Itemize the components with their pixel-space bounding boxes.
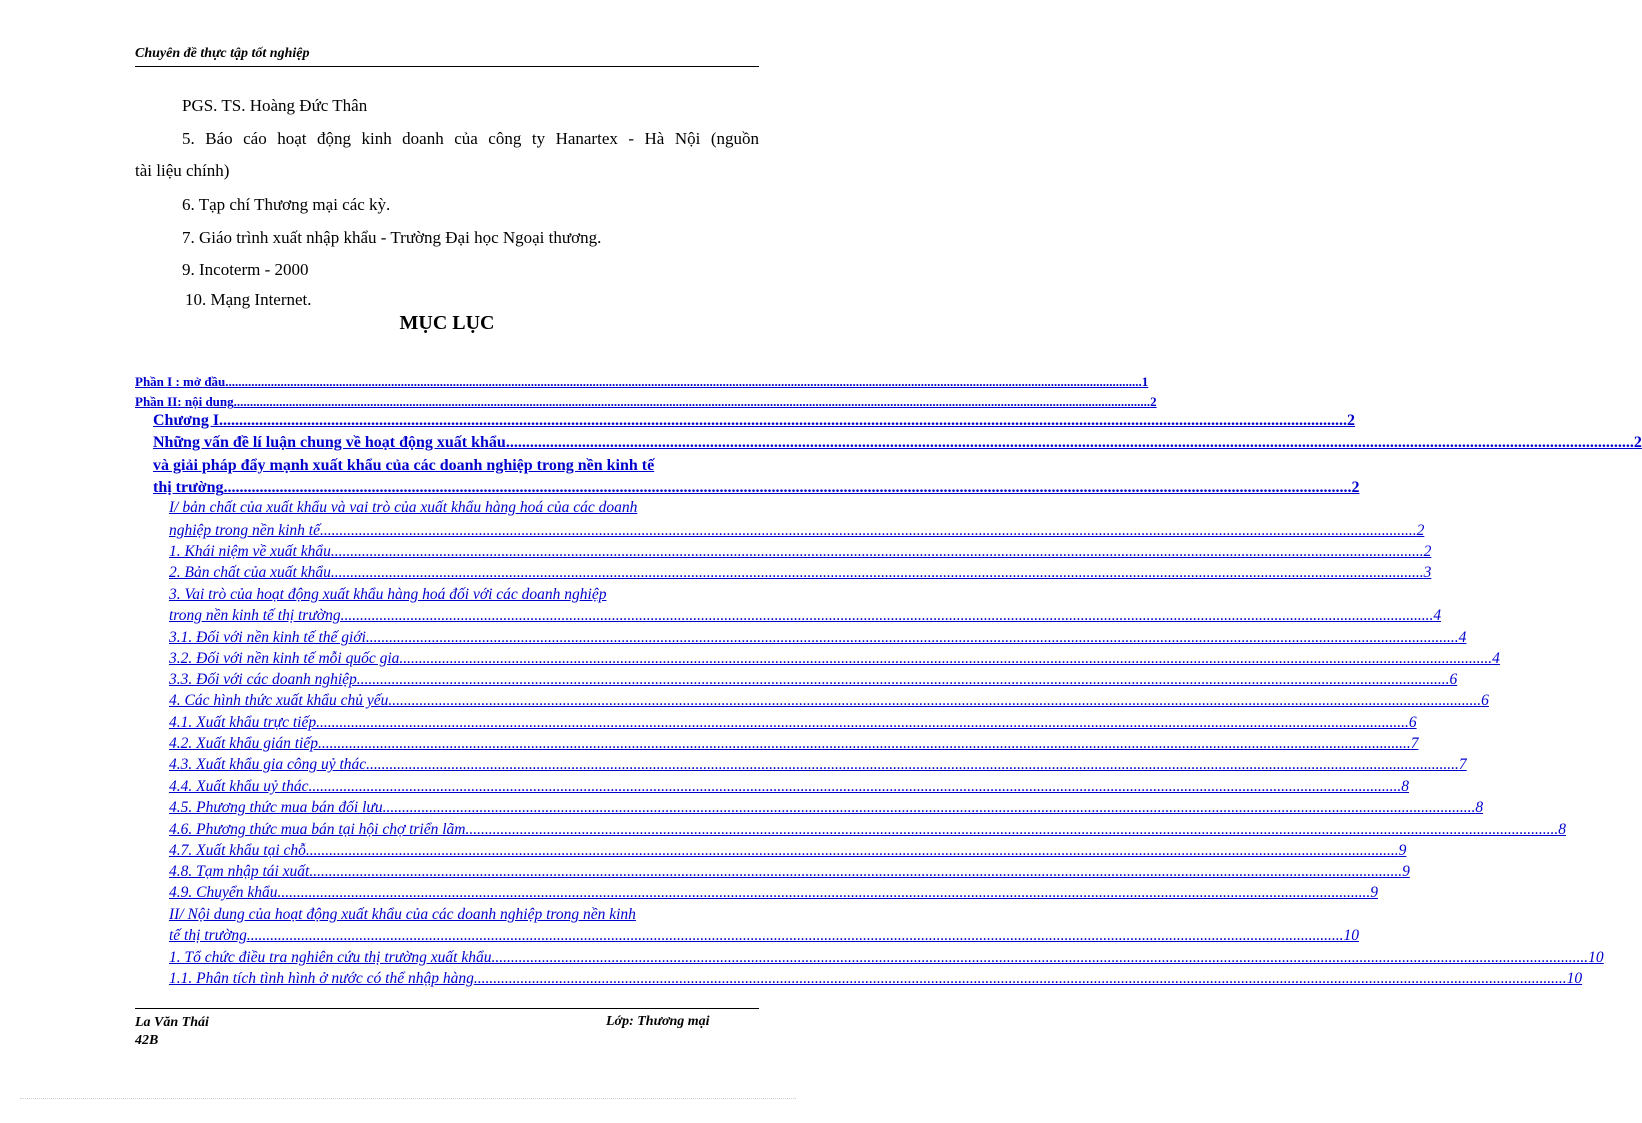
toc-leader-dots: .......................................................................................................................................................................................................................................................................................... [382,799,1476,816]
toc-title: MỤC LỤC [399,312,495,334]
toc-page-number: 9 [1370,884,1378,901]
toc-entry[interactable] [169,650,1500,668]
reference-item-5-line1: 5. Báo cáo hoạt động kinh doanh của công ty Hanartex - Hà Nội (nguồn [182,129,759,148]
toc-leader-dots: .......................................................................................................................................................................................................................................................................................... [365,629,1459,646]
toc-entry-text: 3.3. Đối với các doanh nghiệp [169,671,357,688]
toc-entry[interactable] [169,949,1604,967]
toc-entry-text: 4. Các hình thức xuất khẩu chủ yếu [169,692,389,709]
toc-leader-dots: .......................................................................................................................................................................................................................................................................................... [225,374,1142,389]
toc-entry[interactable] [153,479,1360,497]
toc-entry-text: và giải pháp đẩy mạnh xuất khẩu của các doanh nghiệp trong nền kinh tế [153,457,655,474]
toc-entry[interactable] [169,714,1417,732]
toc-entry[interactable] [169,499,759,517]
toc-leader-dots: .......................................................................................................................................................................................................................................................................................... [316,714,1409,731]
reference-item-6: 6. Tạp chí Thương mại các kỳ. [182,195,391,214]
toc-entry[interactable] [169,778,1409,796]
toc-entry-text: trong nền kinh tế thị trường [169,607,341,624]
toc-entry-text: 3.1. Đối với nền kinh tế thế giới [169,629,366,646]
toc-page-number: 2 [1150,394,1157,409]
toc-leader-dots: .......................................................................................................................................................................................................................................................................................... [473,970,1567,987]
toc-entry-text: 4.7. Xuất khẩu tại chỗ [169,842,306,859]
toc-page-number: 3 [1423,564,1432,581]
toc-entry[interactable] [169,756,1467,774]
toc-entry[interactable] [169,842,1407,860]
toc-entry-text: 4.4. Xuất khẩu uỷ thác [169,778,309,795]
toc-entry-text: 2. Bản chất của xuất khẩu [169,564,331,581]
toc-entry-text: nghiệp trong nền kinh tế. [169,522,324,539]
toc-entry[interactable] [169,970,1583,988]
toc-entry[interactable] [169,522,1425,540]
toc-leader-dots: .......................................................................................................................................................................................................................................................................................... [277,884,1371,901]
toc-entry-text: 4.8. Tạm nhập tái xuất [169,863,310,880]
header-rule [135,66,759,67]
toc-page-number: 8 [1558,821,1566,838]
toc-entry[interactable] [169,543,1432,561]
toc-page-number: 1 [1141,374,1149,389]
toc-leader-dots: .......................................................................................................................................................................................................................................................................................... [330,543,1424,560]
toc-page-number: 10 [1588,949,1604,966]
toc-entry[interactable] [153,434,1642,452]
toc-entry-text: 3.2. Đối với nền kinh tế mỗi quốc gia [169,650,400,667]
toc-entry-text: 3. Vai trò của hoạt động xuất khẩu hàng hoá đối với các doanh nghiệp [169,586,607,603]
toc-entry[interactable] [169,629,1467,647]
toc-page-number: 9 [1398,842,1407,859]
toc-leader-dots: .......................................................................................................................................................................................................................................................................................... [219,412,1348,429]
toc-leader-dots: .......................................................................................................................................................................................................................................................................................... [330,564,1424,581]
toc-entry[interactable] [169,586,759,604]
toc-page-number: 8 [1401,778,1409,795]
toc-entry[interactable] [169,863,1410,881]
toc-page-number: 7 [1458,756,1467,773]
toc-entry-text: 4.3. Xuất khẩu gia công uỷ thác [169,756,367,773]
toc-page-number: 2 [1633,434,1642,451]
toc-entry-text: 1.1. Phân tích tình hình ở nước có thể nhập hàng [169,970,474,987]
toc-entry[interactable] [169,564,1432,582]
toc-page-number: 6 [1449,671,1458,688]
toc-leader-dots: .......................................................................................................................................................................................................................................................................................... [233,394,1151,409]
toc-page-number: 2 [1347,412,1356,429]
reference-item-5-line2: tài liệu chính) [135,161,230,180]
toc-entry-text: Những vấn đề lí luận chung về hoạt động xuất khẩu [153,434,506,451]
toc-entry[interactable] [169,906,759,924]
toc-page-number: 6 [1481,692,1489,709]
toc-leader-dots: .......................................................................................................................................................................................................................................................................................... [505,434,1634,451]
toc-entry-text: 1. Tổ chức điều tra nghiên cứu thị trường xuất khẩu. [169,949,496,966]
toc-page-number: 9 [1402,863,1410,880]
toc-entry-text: 4.1. Xuất khẩu trực tiếp [169,714,317,731]
toc-entry[interactable] [169,799,1484,817]
toc-entry[interactable] [135,374,1149,390]
toc-entry-text: 1. Khái niệm về xuất khẩu [169,543,331,560]
toc-leader-dots: .......................................................................................................................................................................................................................................................................................... [495,949,1589,966]
toc-entry[interactable] [169,927,1359,945]
toc-leader-dots: .......................................................................................................................................................................................................................................................................................... [309,863,1403,880]
toc-entry-text: Phần I : mở đầu [135,374,226,389]
toc-page-number: 2 [1351,479,1360,496]
toc-entry-text: Chương I [153,412,220,429]
reference-author-line: PGS. TS. Hoàng Đức Thân [182,96,368,115]
footer-class-label: Lớp: Thương mại [606,1014,710,1029]
toc-leader-dots: .......................................................................................................................................................................................................................................................................................... [223,479,1352,496]
toc-page-number: 8 [1475,799,1484,816]
toc-entry[interactable] [153,412,1356,430]
toc-leader-dots: .......................................................................................................................................................................................................................................................................................... [356,671,1450,688]
toc-leader-dots: .......................................................................................................................................................................................................................................................................................... [388,692,1482,709]
toc-entry[interactable] [169,671,1458,689]
toc-leader-dots: .......................................................................................................................................................................................................................................................................................... [340,607,1434,624]
reference-item-10: 10. Mạng Internet. [185,290,312,309]
toc-leader-dots: .......................................................................................................................................................................................................................................................................................... [250,927,1344,944]
toc-page-number: 4 [1458,629,1467,646]
toc-leader-dots: .......................................................................................................................................................................................................................................................................................... [399,650,1493,667]
toc-page-number: 4 [1433,607,1442,624]
toc-page-number: 2 [1423,543,1432,560]
reference-item-7: 7. Giáo trình xuất nhập khẩu - Trường Đại học Ngoại thương. [182,228,602,247]
toc-page-number: 4 [1492,650,1500,667]
toc-entry[interactable] [135,394,1157,410]
toc-entry[interactable] [169,692,1489,710]
toc-entry[interactable] [153,457,759,475]
reference-item-9: 9. Incoterm - 2000 [182,260,309,279]
footer-author: La Văn Thái [135,1015,209,1030]
toc-leader-dots: .......................................................................................................................................................................................................................................................................................... [305,842,1399,859]
toc-entry[interactable] [169,607,1442,625]
page-header-title: Chuyên đề thực tập tốt nghiệp [135,46,310,61]
page-boundary [20,1098,796,1099]
toc-entry-text: 4.2. Xuất khẩu gián tiếp [169,735,318,752]
toc-entry-text: I/ bản chất của xuất khẩu và vai trò của xuất khẩu hàng hoá của các doanh [169,499,638,516]
toc-leader-dots: .......................................................................................................................................................................................................................................................................................... [465,821,1559,838]
toc-entry[interactable] [169,735,1419,753]
toc-page-number: 7 [1410,735,1419,752]
toc-leader-dots: .......................................................................................................................................................................................................................................................................................... [317,735,1411,752]
toc-entry-text: thị trường [153,479,224,496]
toc-entry[interactable] [169,884,1378,902]
toc-entry-text: 4.9. Chuyển khẩu [169,884,278,901]
toc-entry-text: Phần II: nội dung [135,394,234,409]
toc-entry-text: tế thị trường. [169,927,251,944]
toc-entry[interactable] [169,821,1566,839]
toc-page-number: 6 [1408,714,1417,731]
footer-author-block [135,1014,209,1050]
toc-entry-text: 4.6. Phương thức mua bán tại hội chợ triển lãm [169,821,466,838]
toc-entry-text: II/ Nội dung của hoạt động xuất khẩu của các doanh nghiệp trong nền kinh [169,906,636,923]
toc-page-number: 2 [1416,522,1425,539]
toc-leader-dots: .......................................................................................................................................................................................................................................................................................... [308,778,1402,795]
toc-leader-dots: .......................................................................................................................................................................................................................................................................................... [323,522,1417,539]
footer-rule [135,1008,759,1009]
toc-page-number: 10 [1566,970,1583,987]
toc-entry-text: 4.5. Phương thức mua bán đối lưu [169,799,383,816]
footer-class-code: 42B [135,1033,159,1048]
toc-leader-dots: .......................................................................................................................................................................................................................................................................................... [366,756,1459,773]
toc-page-number: 10 [1343,927,1359,944]
